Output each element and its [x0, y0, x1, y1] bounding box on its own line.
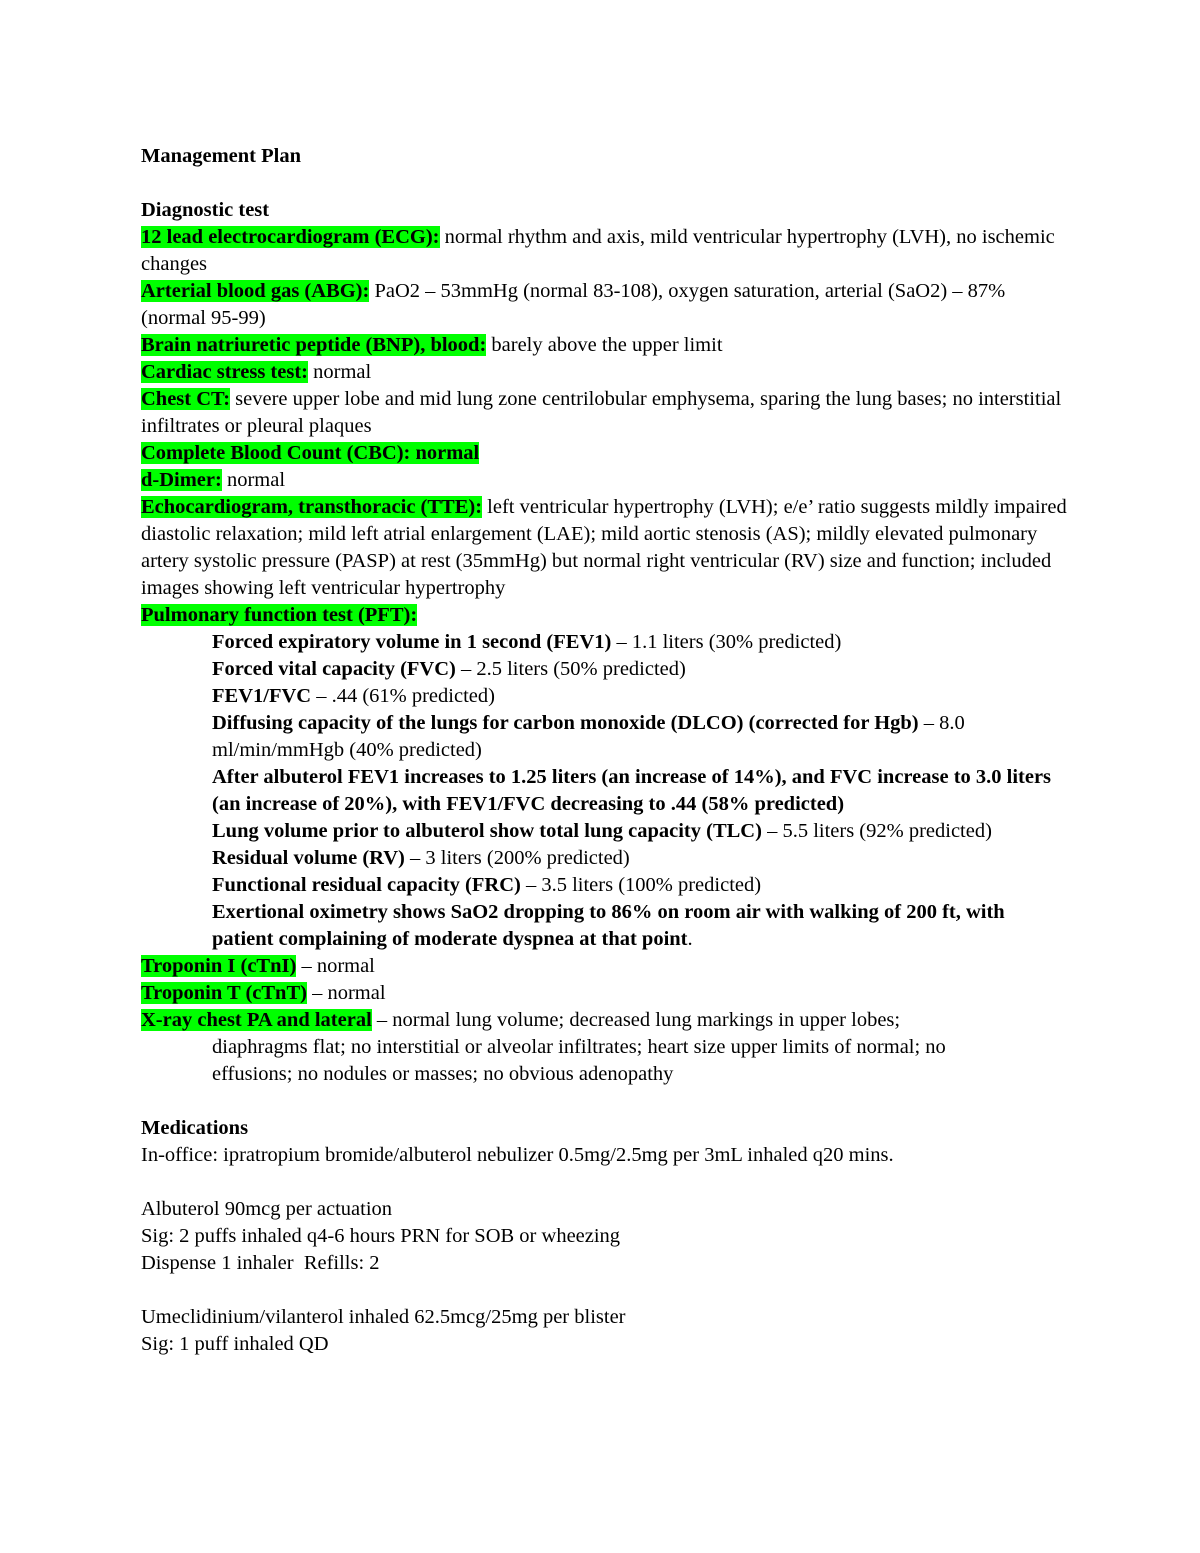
- pft-dlco: [212, 710, 1071, 764]
- umec-name: Umeclidinium/vilanterol inhaled 62.5mcg/25mg per blister: [141, 1306, 626, 1328]
- pft-rv-label: Residual volume (RV): [212, 847, 405, 869]
- albuterol-dispense: Dispense 1 inhaler Refills: 2: [141, 1252, 380, 1274]
- tnt-text: – normal: [306, 982, 386, 1004]
- pft-frc: [212, 872, 1071, 899]
- pft-oximetry-period: .: [687, 928, 693, 950]
- ecg-text: normal rhythm and axis, mild ventricular hypertrophy (LVH), no ischemic changes: [141, 226, 1055, 275]
- ct-text: severe upper lobe and mid lung zone centrilobular emphysema, sparing the lung bases; no interstitial infiltrates or pleural plaques: [141, 388, 1062, 437]
- cbc-label: Complete Blood Count (CBC): normal: [141, 442, 480, 464]
- pft-fvc: [212, 656, 1071, 683]
- stress-text: normal: [308, 361, 372, 383]
- tni-entry: [141, 953, 1071, 980]
- bnp-entry: [141, 332, 1071, 359]
- document-content: [141, 143, 1071, 1358]
- abg-text: PaO2 – 53mmHg (normal 83-108), oxygen saturation, arterial (SaO2) – 87% (normal 95-99): [141, 280, 1006, 329]
- stress-label: Cardiac stress test:: [141, 361, 308, 383]
- abg-label: Arterial blood gas (ABG):: [141, 280, 370, 302]
- pft-oximetry: [212, 899, 1071, 953]
- pft-tlc: [212, 818, 1071, 845]
- albuterol-sig: Sig: 2 puffs inhaled q4-6 hours PRN for SOB or wheezing: [141, 1225, 621, 1247]
- xray-text-1: – normal lung volume; decreased lung markings in upper lobes;: [371, 1009, 901, 1031]
- albuterol-name: Albuterol 90mcg per actuation: [141, 1198, 393, 1220]
- pft-dlco-label: Diffusing capacity of the lungs for carbon monoxide (DLCO) (corrected for Hgb): [212, 712, 919, 734]
- pft-frc-text: – 3.5 liters (100% predicted): [520, 874, 762, 896]
- tnt-label: Troponin T (cTnT): [141, 982, 307, 1004]
- pft-tlc-label: Lung volume prior to albuterol show total lung capacity (TLC): [212, 820, 762, 842]
- diagnostic-heading: Diagnostic test: [141, 199, 270, 221]
- bnp-text: barely above the upper limit: [486, 334, 723, 356]
- tte-entry: [141, 494, 1071, 602]
- stress-entry: [141, 359, 1071, 386]
- medications-heading: Medications: [141, 1117, 249, 1139]
- tni-text: – normal: [296, 955, 375, 977]
- pft-ratio-label: FEV1/FVC: [212, 685, 312, 707]
- pft-oximetry-text: Exertional oximetry shows SaO2 dropping to 86% on room air with walking of 200 ft, with patient complaining of moderate dyspnea at that point: [212, 901, 1005, 950]
- page-title: Management Plan: [141, 145, 301, 167]
- pft-rv: [212, 845, 1071, 872]
- pft-frc-label: Functional residual capacity (FRC): [212, 874, 521, 896]
- xray-text-3: effusions; no nodules or masses; no obvious adenopathy: [212, 1063, 674, 1085]
- pft-fev1: [212, 629, 1071, 656]
- ct-label: Chest CT:: [141, 388, 231, 410]
- pft-tlc-text: – 5.5 liters (92% predicted): [761, 820, 992, 842]
- pft-results: [141, 629, 1071, 953]
- ddimer-text: normal: [221, 469, 286, 491]
- pft-rv-text: – 3 liters (200% predicted): [404, 847, 630, 869]
- xray-entry: [141, 1007, 1071, 1034]
- bnp-label: Brain natriuretic peptide (BNP), blood:: [141, 334, 487, 356]
- pft-fev1-text: – 1.1 liters (30% predicted): [611, 631, 842, 653]
- umec-sig: Sig: 1 puff inhaled QD: [141, 1333, 329, 1355]
- pft-fev1-label: Forced expiratory volume in 1 second (FEV1): [212, 631, 612, 653]
- tte-label: Echocardiogram, transthoracic (TTE):: [141, 496, 483, 518]
- cbc-entry: [141, 440, 1071, 467]
- ct-entry: [141, 386, 1071, 440]
- ddimer-entry: [141, 467, 1071, 494]
- pft-label: Pulmonary function test (PFT):: [141, 604, 418, 626]
- abg-entry: [141, 278, 1071, 332]
- pft-ratio: [212, 683, 1071, 710]
- xray-text-2: diaphragms flat; no interstitial or alveolar infiltrates; heart size upper limits of normal; no: [212, 1036, 946, 1058]
- pft-ratio-text: – .44 (61% predicted): [311, 685, 495, 707]
- tni-label: Troponin I (cTnI): [141, 955, 297, 977]
- ddimer-label: d-Dimer:: [141, 469, 222, 491]
- pft-fvc-text: – 2.5 liters (50% predicted): [455, 658, 686, 680]
- ecg-entry: [141, 224, 1071, 278]
- pft-entry: [141, 602, 1071, 629]
- tnt-entry: [141, 980, 1071, 1007]
- tte-text: left ventricular hypertrophy (LVH); e/e’ ratio suggests mildly impaired diastolic relaxation; mild left atrial enlargement (LAE); mild aortic stenosis (AS); mildly elevated pulmonary artery systolic pressure (PASP) at rest (35mmHg) but normal right ventricular (RV) size and function; included images showing left ventricular hypertrophy: [141, 496, 1067, 599]
- pft-fvc-label: Forced vital capacity (FVC): [212, 658, 456, 680]
- xray-label: X-ray chest PA and lateral: [141, 1009, 372, 1031]
- medication-in-office: In-office: ipratropium bromide/albuterol nebulizer 0.5mg/2.5mg per 3mL inhaled q20 mins.: [141, 1144, 894, 1166]
- pft-albuterol: After albuterol FEV1 increases to 1.25 liters (an increase of 14%), and FVC increase to 3.0 liters (an increase of 20%), with FEV1/FVC decreasing to .44 (58% predicted): [212, 766, 1052, 815]
- ecg-label: 12 lead electrocardiogram (ECG):: [141, 226, 440, 248]
- pft-dlco-text: – 8.0 ml/min/mmHgb (40% predicted): [212, 712, 965, 761]
